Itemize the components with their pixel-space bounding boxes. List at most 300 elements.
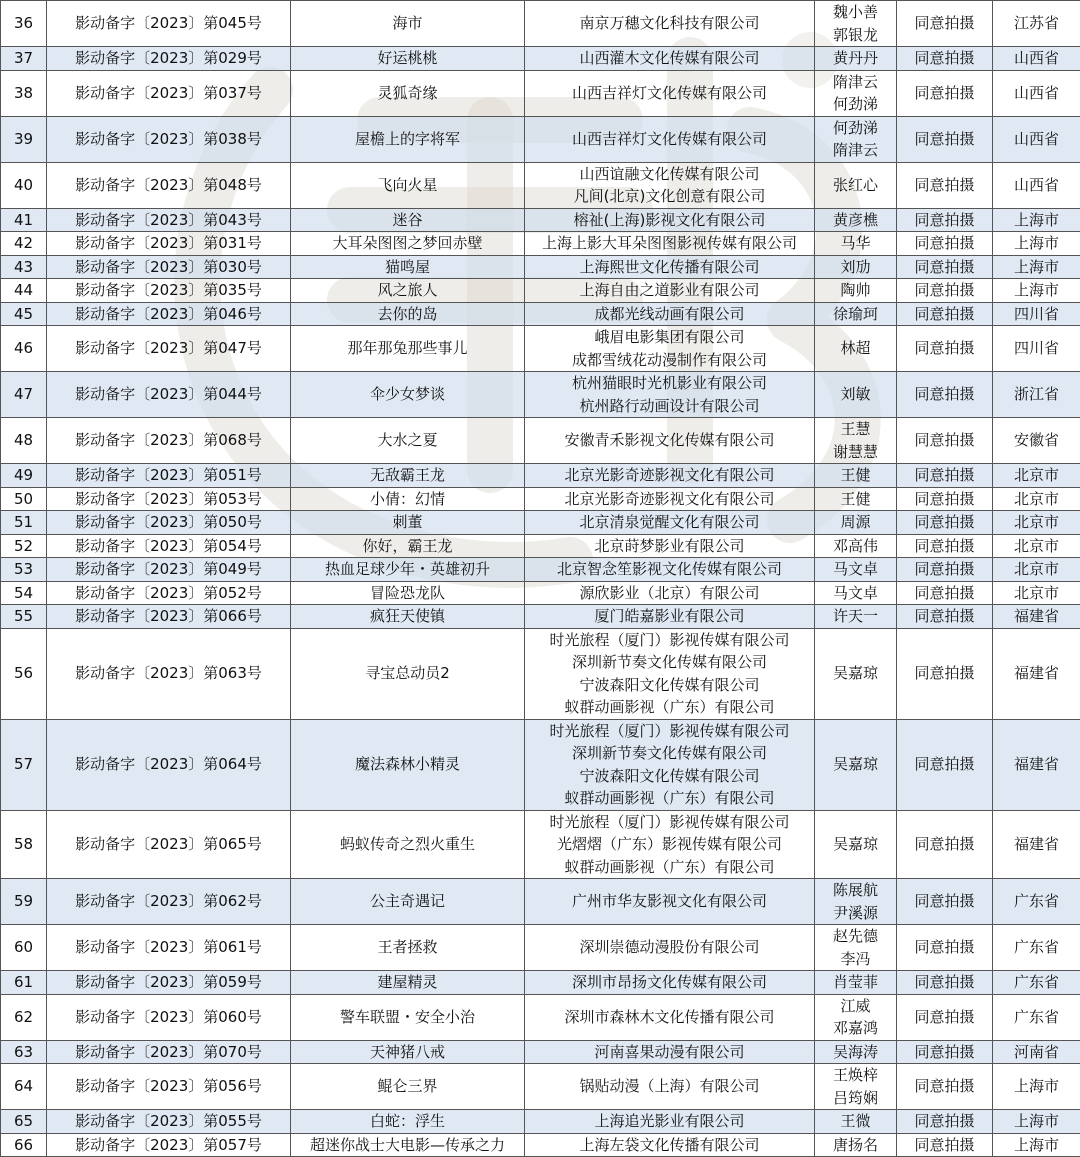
writer-cell-line: 马华 [815,232,896,255]
registration-id: 影动备字〔2023〕第043号 [47,208,291,232]
writer-cell-line: 刘劢 [815,256,896,279]
table-row [1,810,1080,879]
row-number: 53 [1,558,47,582]
registration-id: 影动备字〔2023〕第049号 [47,558,291,582]
writer-cell-line: 王焕梓 [815,1064,896,1087]
writer-cell-line: 陈展航 [815,879,896,902]
result-cell: 同意拍摄 [897,208,993,232]
company-cell [525,925,815,971]
registration-id: 影动备字〔2023〕第045号 [47,1,291,47]
row-number: 36 [1,1,47,47]
table-row [1,534,1080,558]
region-cell: 山西省 [993,116,1080,162]
row-number: 64 [1,1064,47,1110]
writer-cell-line: 吴嘉琼 [815,662,896,685]
company-cell-line: 时光旅程（厦门）影视传媒有限公司 [525,629,814,652]
row-number: 54 [1,581,47,605]
company-cell-line: 时光旅程（厦门）影视传媒有限公司 [525,811,814,834]
film-title: 飞向火星 [291,162,525,208]
result-cell: 同意拍摄 [897,255,993,279]
company-cell-line: 山西灌木文化传媒有限公司 [525,47,814,70]
result-cell: 同意拍摄 [897,605,993,629]
writer-cell-line: 刘敏 [815,383,896,406]
registration-id: 影动备字〔2023〕第047号 [47,326,291,372]
region-cell: 北京市 [993,581,1080,605]
company-cell-line: 北京莳梦影业有限公司 [525,535,814,558]
company-cell-line: 蚁群动画影视（广东）有限公司 [525,856,814,879]
writer-cell [815,162,897,208]
table-row [1,994,1080,1040]
region-cell: 广东省 [993,971,1080,995]
company-cell [525,162,815,208]
writer-cell [815,719,897,810]
table-row [1,971,1080,995]
company-cell-line: 深圳新节奏文化传媒有限公司 [525,651,814,674]
result-cell: 同意拍摄 [897,511,993,535]
result-cell: 同意拍摄 [897,534,993,558]
company-cell [525,628,815,719]
row-number: 37 [1,47,47,71]
company-cell-line: 厦门皓嘉影业有限公司 [525,605,814,628]
writer-cell [815,1040,897,1064]
writer-cell-line: 何劲涕 [815,93,896,116]
result-cell: 同意拍摄 [897,302,993,326]
table-row [1,372,1080,418]
result-cell: 同意拍摄 [897,581,993,605]
table-row [1,279,1080,303]
writer-cell [815,1,897,47]
region-cell: 浙江省 [993,372,1080,418]
writer-cell-line: 唐扬名 [815,1134,896,1157]
registration-id: 影动备字〔2023〕第038号 [47,116,291,162]
table-row [1,232,1080,256]
row-number: 47 [1,372,47,418]
company-cell [525,994,815,1040]
film-title: 大耳朵图图之梦回赤壁 [291,232,525,256]
film-title: 警车联盟・安全小治 [291,994,525,1040]
company-cell-line: 宁波森阳文化传媒有限公司 [525,765,814,788]
writer-cell-line: 吴海涛 [815,1041,896,1064]
writer-cell-line: 黄彦樵 [815,209,896,232]
region-cell: 山西省 [993,70,1080,116]
film-title: 白蛇：浮生 [291,1110,525,1134]
company-cell [525,279,815,303]
writer-cell-line: 吕筠娴 [815,1087,896,1110]
row-number: 52 [1,534,47,558]
registration-id: 影动备字〔2023〕第062号 [47,879,291,925]
company-cell [525,810,815,879]
film-title: 大水之夏 [291,418,525,464]
region-cell: 北京市 [993,487,1080,511]
result-cell: 同意拍摄 [897,558,993,582]
writer-cell-line: 徐瑜珂 [815,303,896,326]
result-cell: 同意拍摄 [897,279,993,303]
table-row [1,1133,1080,1157]
region-cell: 上海市 [993,1110,1080,1134]
writer-cell-line: 马文卓 [815,558,896,581]
row-number: 61 [1,971,47,995]
registration-id: 影动备字〔2023〕第044号 [47,372,291,418]
company-cell [525,719,815,810]
registration-id: 影动备字〔2023〕第057号 [47,1133,291,1157]
registration-id: 影动备字〔2023〕第029号 [47,47,291,71]
writer-cell-line: 林超 [815,337,896,360]
company-cell [525,70,815,116]
registration-id: 影动备字〔2023〕第060号 [47,994,291,1040]
writer-cell [815,511,897,535]
registration-id: 影动备字〔2023〕第059号 [47,971,291,995]
row-number: 44 [1,279,47,303]
registration-id: 影动备字〔2023〕第052号 [47,581,291,605]
writer-cell [815,879,897,925]
company-cell [525,302,815,326]
table-row [1,464,1080,488]
region-cell: 北京市 [993,534,1080,558]
writer-cell [815,1110,897,1134]
writer-cell [815,372,897,418]
company-cell-line: 杭州猫眼时光机影业有限公司 [525,372,814,395]
result-cell: 同意拍摄 [897,162,993,208]
registration-id: 影动备字〔2023〕第051号 [47,464,291,488]
table-row [1,511,1080,535]
company-cell [525,581,815,605]
company-cell-line: 深圳新节奏文化传媒有限公司 [525,742,814,765]
company-cell-line: 北京光影奇迹影视文化有限公司 [525,464,814,487]
region-cell: 上海市 [993,232,1080,256]
company-cell-line: 凡间(北京)文化创意有限公司 [525,185,814,208]
registration-id: 影动备字〔2023〕第061号 [47,925,291,971]
company-cell [525,208,815,232]
result-cell: 同意拍摄 [897,628,993,719]
table-row [1,925,1080,971]
writer-cell-line: 尹溪源 [815,902,896,925]
company-cell-line: 山西吉祥灯文化传媒有限公司 [525,128,814,151]
result-cell: 同意拍摄 [897,994,993,1040]
company-cell-line: 深圳市森林木文化传播有限公司 [525,1006,814,1029]
company-cell-line: 河南喜果动漫有限公司 [525,1041,814,1064]
film-title: 海市 [291,1,525,47]
writer-cell [815,971,897,995]
film-title: 疯狂天使镇 [291,605,525,629]
writer-cell [815,605,897,629]
writer-cell-line: 邓嘉鸿 [815,1017,896,1040]
film-title: 那年那兔那些事儿 [291,326,525,372]
writer-cell-line: 李冯 [815,948,896,971]
company-cell-line: 北京清泉觉醒文化有限公司 [525,511,814,534]
company-cell-line: 宁波森阳文化传媒有限公司 [525,674,814,697]
film-title: 王者拯救 [291,925,525,971]
writer-cell-line: 马文卓 [815,582,896,605]
result-cell: 同意拍摄 [897,464,993,488]
company-cell [525,326,815,372]
company-cell-line: 山西吉祥灯文化传媒有限公司 [525,82,814,105]
company-cell [525,487,815,511]
result-cell: 同意拍摄 [897,879,993,925]
result-cell: 同意拍摄 [897,116,993,162]
region-cell: 北京市 [993,511,1080,535]
company-cell-line: 锅贴动漫（上海）有限公司 [525,1075,814,1098]
film-title: 灵狐奇缘 [291,70,525,116]
writer-cell [815,487,897,511]
writer-cell [815,925,897,971]
region-cell: 广东省 [993,994,1080,1040]
company-cell-line: 成都雪绒花动漫制作有限公司 [525,349,814,372]
film-title: 建屋精灵 [291,971,525,995]
region-cell: 北京市 [993,464,1080,488]
writer-cell-line: 赵先德 [815,925,896,948]
film-title: 迷谷 [291,208,525,232]
company-cell [525,464,815,488]
region-cell: 山西省 [993,162,1080,208]
row-number: 55 [1,605,47,629]
writer-cell [815,279,897,303]
film-title: 魔法森林小精灵 [291,719,525,810]
registration-id: 影动备字〔2023〕第070号 [47,1040,291,1064]
company-cell-line: 峨眉电影集团有限公司 [525,326,814,349]
row-number: 45 [1,302,47,326]
company-cell-line: 上海熙世文化传播有限公司 [525,256,814,279]
registration-id: 影动备字〔2023〕第050号 [47,511,291,535]
registration-id: 影动备字〔2023〕第054号 [47,534,291,558]
company-cell-line: 上海自由之道影业有限公司 [525,279,814,302]
writer-cell-line: 邓高伟 [815,535,896,558]
writer-cell [815,116,897,162]
region-cell: 上海市 [993,255,1080,279]
writer-cell-line: 吴嘉琼 [815,833,896,856]
writer-cell [815,47,897,71]
writer-cell [815,558,897,582]
result-cell: 同意拍摄 [897,487,993,511]
company-cell [525,232,815,256]
company-cell [525,1064,815,1110]
registration-id: 影动备字〔2023〕第053号 [47,487,291,511]
table-row [1,116,1080,162]
writer-cell [815,302,897,326]
film-title: 伞少女梦谈 [291,372,525,418]
writer-cell-line: 陶帅 [815,279,896,302]
region-cell: 广东省 [993,925,1080,971]
company-cell-line: 成都光线动画有限公司 [525,303,814,326]
region-cell: 江苏省 [993,1,1080,47]
writer-cell-line: 黄丹丹 [815,47,896,70]
company-cell [525,534,815,558]
result-cell: 同意拍摄 [897,70,993,116]
registration-id: 影动备字〔2023〕第065号 [47,810,291,879]
row-number: 59 [1,879,47,925]
result-cell: 同意拍摄 [897,372,993,418]
writer-cell [815,232,897,256]
company-cell-line: 源欣影业（北京）有限公司 [525,582,814,605]
result-cell: 同意拍摄 [897,1064,993,1110]
writer-cell [815,208,897,232]
company-cell-line: 上海追光影业有限公司 [525,1110,814,1133]
company-cell-line: 山西谊融文化传媒有限公司 [525,163,814,186]
writer-cell-line: 隋津云 [815,71,896,94]
region-cell: 福建省 [993,810,1080,879]
writer-cell [815,1133,897,1157]
region-cell: 河南省 [993,1040,1080,1064]
table-row [1,1040,1080,1064]
table-row [1,255,1080,279]
table-row [1,879,1080,925]
film-title: 刺董 [291,511,525,535]
region-cell: 山西省 [993,47,1080,71]
row-number: 48 [1,418,47,464]
company-cell-line: 安徽青禾影视文化传媒有限公司 [525,429,814,452]
table-row [1,1,1080,47]
film-title: 蚂蚁传奇之烈火重生 [291,810,525,879]
table-row [1,70,1080,116]
result-cell: 同意拍摄 [897,1133,993,1157]
table-row [1,302,1080,326]
company-cell [525,1110,815,1134]
row-number: 60 [1,925,47,971]
company-cell [525,558,815,582]
result-cell: 同意拍摄 [897,1110,993,1134]
table-row [1,47,1080,71]
film-title: 去你的岛 [291,302,525,326]
film-title: 鲲仑三界 [291,1064,525,1110]
writer-cell-line: 王微 [815,1110,896,1133]
film-title: 超迷你战士大电影—传承之力 [291,1133,525,1157]
registration-id: 影动备字〔2023〕第066号 [47,605,291,629]
company-cell [525,255,815,279]
row-number: 58 [1,810,47,879]
writer-cell-line: 江威 [815,995,896,1018]
table-row [1,605,1080,629]
company-cell-line: 蚁群动画影视（广东）有限公司 [525,787,814,810]
result-cell: 同意拍摄 [897,1,993,47]
result-cell: 同意拍摄 [897,925,993,971]
region-cell: 广东省 [993,879,1080,925]
company-cell-line: 时光旅程（厦门）影视传媒有限公司 [525,720,814,743]
company-cell [525,116,815,162]
writer-cell-line: 许天一 [815,605,896,628]
writer-cell [815,994,897,1040]
writer-cell-line: 周源 [815,511,896,534]
company-cell-line: 光熠熠（广东）影视传媒有限公司 [525,833,814,856]
writer-cell-line: 隋津云 [815,139,896,162]
row-number: 39 [1,116,47,162]
region-cell: 上海市 [993,1133,1080,1157]
company-cell [525,879,815,925]
row-number: 38 [1,70,47,116]
company-cell [525,1133,815,1157]
region-cell: 福建省 [993,628,1080,719]
company-cell-line: 广州市华友影视文化有限公司 [525,890,814,913]
result-cell: 同意拍摄 [897,1040,993,1064]
table-row [1,1110,1080,1134]
table-row [1,418,1080,464]
writer-cell [815,418,897,464]
table-row [1,628,1080,719]
writer-cell [815,255,897,279]
company-cell [525,511,815,535]
region-cell: 上海市 [993,208,1080,232]
registration-id: 影动备字〔2023〕第064号 [47,719,291,810]
region-cell: 福建省 [993,605,1080,629]
registration-id: 影动备字〔2023〕第037号 [47,70,291,116]
company-cell-line: 南京万穗文化科技有限公司 [525,12,814,35]
row-number: 50 [1,487,47,511]
writer-cell-line: 王慧 [815,418,896,441]
result-cell: 同意拍摄 [897,418,993,464]
company-cell-line: 北京光影奇迹影视文化有限公司 [525,488,814,511]
table-row [1,326,1080,372]
result-cell: 同意拍摄 [897,326,993,372]
film-title: 风之旅人 [291,279,525,303]
company-cell-line: 上海上影大耳朵图图影视传媒有限公司 [525,232,814,255]
registration-id: 影动备字〔2023〕第056号 [47,1064,291,1110]
region-cell: 福建省 [993,719,1080,810]
row-number: 46 [1,326,47,372]
row-number: 57 [1,719,47,810]
registration-id: 影动备字〔2023〕第046号 [47,302,291,326]
result-cell: 同意拍摄 [897,232,993,256]
company-cell [525,971,815,995]
table-body [1,1,1080,1157]
table-row [1,558,1080,582]
company-cell [525,1,815,47]
region-cell: 上海市 [993,1064,1080,1110]
writer-cell-line: 吴嘉琼 [815,753,896,776]
film-title: 寻宝总动员2 [291,628,525,719]
film-title: 小倩：幻情 [291,487,525,511]
registration-id: 影动备字〔2023〕第035号 [47,279,291,303]
row-number: 62 [1,994,47,1040]
region-cell: 北京市 [993,558,1080,582]
row-number: 51 [1,511,47,535]
table-row [1,208,1080,232]
writer-cell-line: 魏小善 [815,1,896,24]
film-title: 冒险恐龙队 [291,581,525,605]
writer-cell [815,581,897,605]
writer-cell [815,1064,897,1110]
result-cell: 同意拍摄 [897,971,993,995]
company-cell-line: 榕祉(上海)影视文化有限公司 [525,209,814,232]
film-title: 好运桃桃 [291,47,525,71]
region-cell: 四川省 [993,326,1080,372]
row-number: 49 [1,464,47,488]
company-cell [525,605,815,629]
table-row [1,487,1080,511]
company-cell [525,372,815,418]
company-cell-line: 上海左袋文化传播有限公司 [525,1134,814,1157]
film-title: 你好，霸王龙 [291,534,525,558]
region-cell: 安徽省 [993,418,1080,464]
row-number: 66 [1,1133,47,1157]
registration-id: 影动备字〔2023〕第055号 [47,1110,291,1134]
film-title: 天神猪八戒 [291,1040,525,1064]
writer-cell [815,326,897,372]
table-row [1,1064,1080,1110]
registration-id: 影动备字〔2023〕第063号 [47,628,291,719]
company-cell [525,47,815,71]
writer-cell-line: 郭银龙 [815,24,896,47]
registration-id: 影动备字〔2023〕第048号 [47,162,291,208]
result-cell: 同意拍摄 [897,719,993,810]
result-cell: 同意拍摄 [897,810,993,879]
company-cell-line: 杭州路行动画设计有限公司 [525,395,814,418]
row-number: 42 [1,232,47,256]
company-cell-line: 深圳崇德动漫股份有限公司 [525,936,814,959]
writer-cell [815,70,897,116]
film-title: 热血足球少年・英雄初升 [291,558,525,582]
company-cell-line: 深圳市昂扬文化传媒有限公司 [525,971,814,994]
company-cell-line: 北京智念笙影视文化传媒有限公司 [525,558,814,581]
row-number: 65 [1,1110,47,1134]
row-number: 40 [1,162,47,208]
